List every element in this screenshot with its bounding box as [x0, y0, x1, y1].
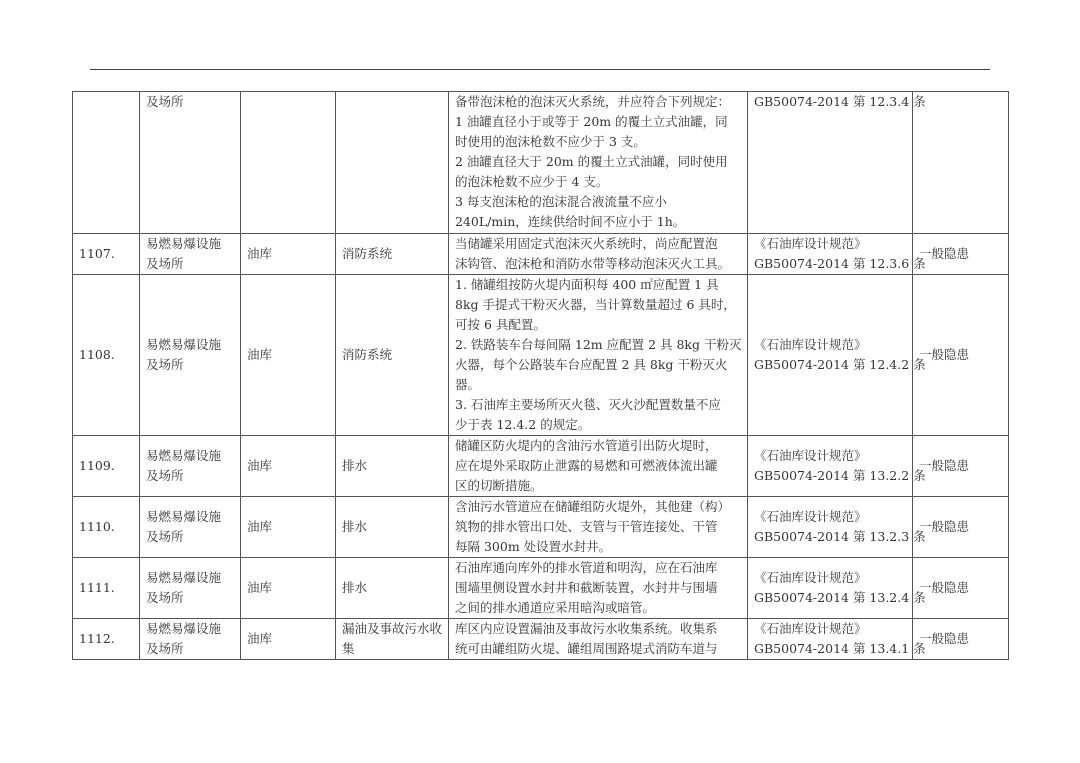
- basis-cell: [748, 619, 926, 660]
- requirement-cell-line: 库区内应设置漏油及事故污水收集系统。收集系: [455, 621, 718, 636]
- table-row: [73, 619, 1009, 660]
- requirement-cell-line: 储罐区防火堤内的含油污水管道引出防火堤时，: [455, 438, 718, 453]
- requirement-cell-line: 少于表 12.4.2 的规定。: [455, 417, 591, 432]
- table-row: [73, 234, 1009, 275]
- table-row: [73, 497, 1009, 558]
- category-cell-line: 及场所: [146, 94, 184, 109]
- requirement-cell-line: 区的切断措施。: [455, 478, 543, 493]
- category-cell: [140, 436, 241, 497]
- requirement-cell-line: 3. 石油库主要场所灭火毯、灭火沙配置数量不应: [455, 397, 721, 412]
- requirement-cell-line: 8kg 手提式干粉灭火器，当计算数量超过 6 具时，: [455, 297, 736, 312]
- basis-cell-line: 《石油库设计规范》: [754, 448, 867, 463]
- row-number: 1108.: [73, 275, 140, 436]
- category-cell-line: 易燃易爆设施: [146, 570, 222, 585]
- requirement-cell-line: 器。: [455, 377, 481, 392]
- item-cell: 排水: [336, 558, 449, 619]
- table-row: [73, 436, 1009, 497]
- category-cell-line: 易燃易爆设施: [146, 621, 222, 636]
- hazard-level-cell: 一般隐患: [913, 234, 1009, 275]
- basis-cell: [748, 92, 926, 234]
- basis-cell-line: GB50074-2014 第 12.3.4 条: [754, 94, 926, 109]
- requirement-cell-line: 2 油罐直径大于 20m 的覆土立式油罐，同时使用: [455, 154, 728, 169]
- facility-cell: 油库: [241, 275, 336, 436]
- category-cell-line: 及场所: [146, 357, 184, 372]
- category-cell-line: 及场所: [146, 529, 184, 544]
- category-cell: [140, 619, 241, 660]
- category-cell: [140, 92, 241, 234]
- row-number: 1107.: [73, 234, 140, 275]
- category-cell: [140, 497, 241, 558]
- requirement-cell: [449, 619, 748, 660]
- requirement-cell-line: 每隔 300m 处设置水封井。: [455, 539, 612, 554]
- facility-cell: 油库: [241, 436, 336, 497]
- basis-cell-line: GB50074-2014 第 12.3.6 条: [754, 256, 926, 271]
- row-number: 1112.: [73, 619, 140, 660]
- basis-cell: [748, 558, 926, 619]
- requirement-cell-line: 的泡沫枪数不应少于 4 支。: [455, 174, 609, 189]
- requirement-cell-line: 3 每支泡沫枪的泡沫混合液流量不应小: [455, 194, 667, 209]
- basis-cell-line: 《石油库设计规范》: [754, 236, 867, 251]
- requirement-cell: [449, 275, 748, 436]
- facility-cell: [241, 92, 336, 234]
- hazard-level-cell: [913, 92, 1009, 234]
- requirement-cell: [449, 436, 748, 497]
- item-cell: 排水: [336, 436, 449, 497]
- category-cell: [140, 558, 241, 619]
- basis-cell: [748, 497, 926, 558]
- requirement-cell-line: 当储罐采用固定式泡沫灭火系统时，尚应配置泡: [455, 236, 718, 251]
- hazard-level-cell: 一般隐患: [913, 436, 1009, 497]
- facility-cell: 油库: [241, 234, 336, 275]
- requirement-cell-line: 1. 储罐组按防火堤内面积每 400 ㎡应配置 1 具: [455, 277, 719, 292]
- category-cell-line: 易燃易爆设施: [146, 337, 222, 352]
- hazard-standard-table: [72, 91, 1009, 660]
- table-row: [73, 558, 1009, 619]
- category-cell: [140, 275, 241, 436]
- category-cell-line: 及场所: [146, 256, 184, 271]
- hazard-level-cell: 一般隐患: [913, 558, 1009, 619]
- row-number: 1110.: [73, 497, 140, 558]
- hazard-level-cell: 一般隐患: [913, 619, 1009, 660]
- item-cell: 排水: [336, 497, 449, 558]
- requirement-cell: [449, 497, 748, 558]
- basis-cell-line: GB50074-2014 第 13.4.1 条: [754, 641, 926, 656]
- basis-cell-line: GB50074-2014 第 13.2.2 条: [754, 468, 926, 483]
- item-cell: 漏油及事故污水收集: [336, 619, 449, 660]
- requirement-cell-line: 可按 6 具配置。: [455, 317, 546, 332]
- category-cell-line: 易燃易爆设施: [146, 509, 222, 524]
- requirement-cell-line: 火器，每个公路装车台应配置 2 具 8kg 干粉灭火: [455, 357, 728, 372]
- basis-cell-line: 《石油库设计规范》: [754, 337, 867, 352]
- requirement-cell-line: 石油库通向库外的排水管道和明沟，应在石油库: [455, 560, 718, 575]
- category-cell-line: 及场所: [146, 590, 184, 605]
- basis-cell-line: 《石油库设计规范》: [754, 570, 867, 585]
- requirement-cell: [449, 558, 748, 619]
- requirement-cell-line: 应在堤外采取防止泄露的易燃和可燃液体流出罐: [455, 458, 718, 473]
- facility-cell: 油库: [241, 497, 336, 558]
- basis-cell: [748, 275, 926, 436]
- requirement-cell-line: 2. 铁路装车台每间隔 12m 应配置 2 具 8kg 干粉灭: [455, 337, 742, 352]
- category-cell-line: 及场所: [146, 468, 184, 483]
- basis-cell-line: 《石油库设计规范》: [754, 509, 867, 524]
- requirement-cell-line: 围墙里侧设置水封井和截断装置，水封井与围墙: [455, 580, 718, 595]
- hazard-level-cell: 一般隐患: [913, 275, 1009, 436]
- requirement-cell-line: 含油污水管道应在储罐组防火堤外，其他建（构）: [455, 499, 731, 514]
- basis-cell-line: 《石油库设计规范》: [754, 621, 867, 636]
- row-number: 1111.: [73, 558, 140, 619]
- facility-cell: 油库: [241, 558, 336, 619]
- requirement-cell-line: 时使用的泡沫枪数不应少于 3 支。: [455, 134, 646, 149]
- requirement-cell-line: 统可由罐组防火堤、罐组周围路堤式消防车道与: [455, 641, 718, 656]
- category-cell-line: 易燃易爆设施: [146, 236, 222, 251]
- requirement-cell-line: 沫钩管、泡沫枪和消防水带等移动泡沫灭火工具。: [455, 256, 731, 271]
- requirement-cell-line: 筑物的排水管出口处、支管与干管连接处、干管: [455, 519, 718, 534]
- item-cell: 消防系统: [336, 275, 449, 436]
- hazard-level-cell: 一般隐患: [913, 497, 1009, 558]
- item-cell: [336, 92, 449, 234]
- row-number: [73, 92, 140, 234]
- item-cell: 消防系统: [336, 234, 449, 275]
- requirement-cell: [449, 234, 748, 275]
- requirement-cell-line: 备带泡沫枪的泡沫灭火系统，并应符合下列规定：: [455, 94, 731, 109]
- requirement-cell-line: 240L/min，连续供给时间不应小于 1h。: [455, 214, 686, 229]
- category-cell-line: 及场所: [146, 641, 184, 656]
- basis-cell-line: GB50074-2014 第 13.2.3 条: [754, 529, 926, 544]
- category-cell: [140, 234, 241, 275]
- requirement-cell-line: 1 油罐直径小于或等于 20m 的覆土立式油罐，同: [455, 114, 728, 129]
- facility-cell: 油库: [241, 619, 336, 660]
- table-row: [73, 275, 1009, 436]
- header-rule: [90, 69, 990, 70]
- basis-cell-line: GB50074-2014 第 12.4.2 条: [754, 357, 926, 372]
- basis-cell: [748, 436, 926, 497]
- category-cell-line: 易燃易爆设施: [146, 448, 222, 463]
- basis-cell-line: GB50074-2014 第 13.2.4 条: [754, 590, 926, 605]
- requirement-cell: [449, 92, 748, 234]
- table-row: [73, 92, 1009, 234]
- requirement-cell-line: 之间的排水通道应采用暗沟或暗管。: [455, 600, 656, 615]
- row-number: 1109.: [73, 436, 140, 497]
- basis-cell: [748, 234, 926, 275]
